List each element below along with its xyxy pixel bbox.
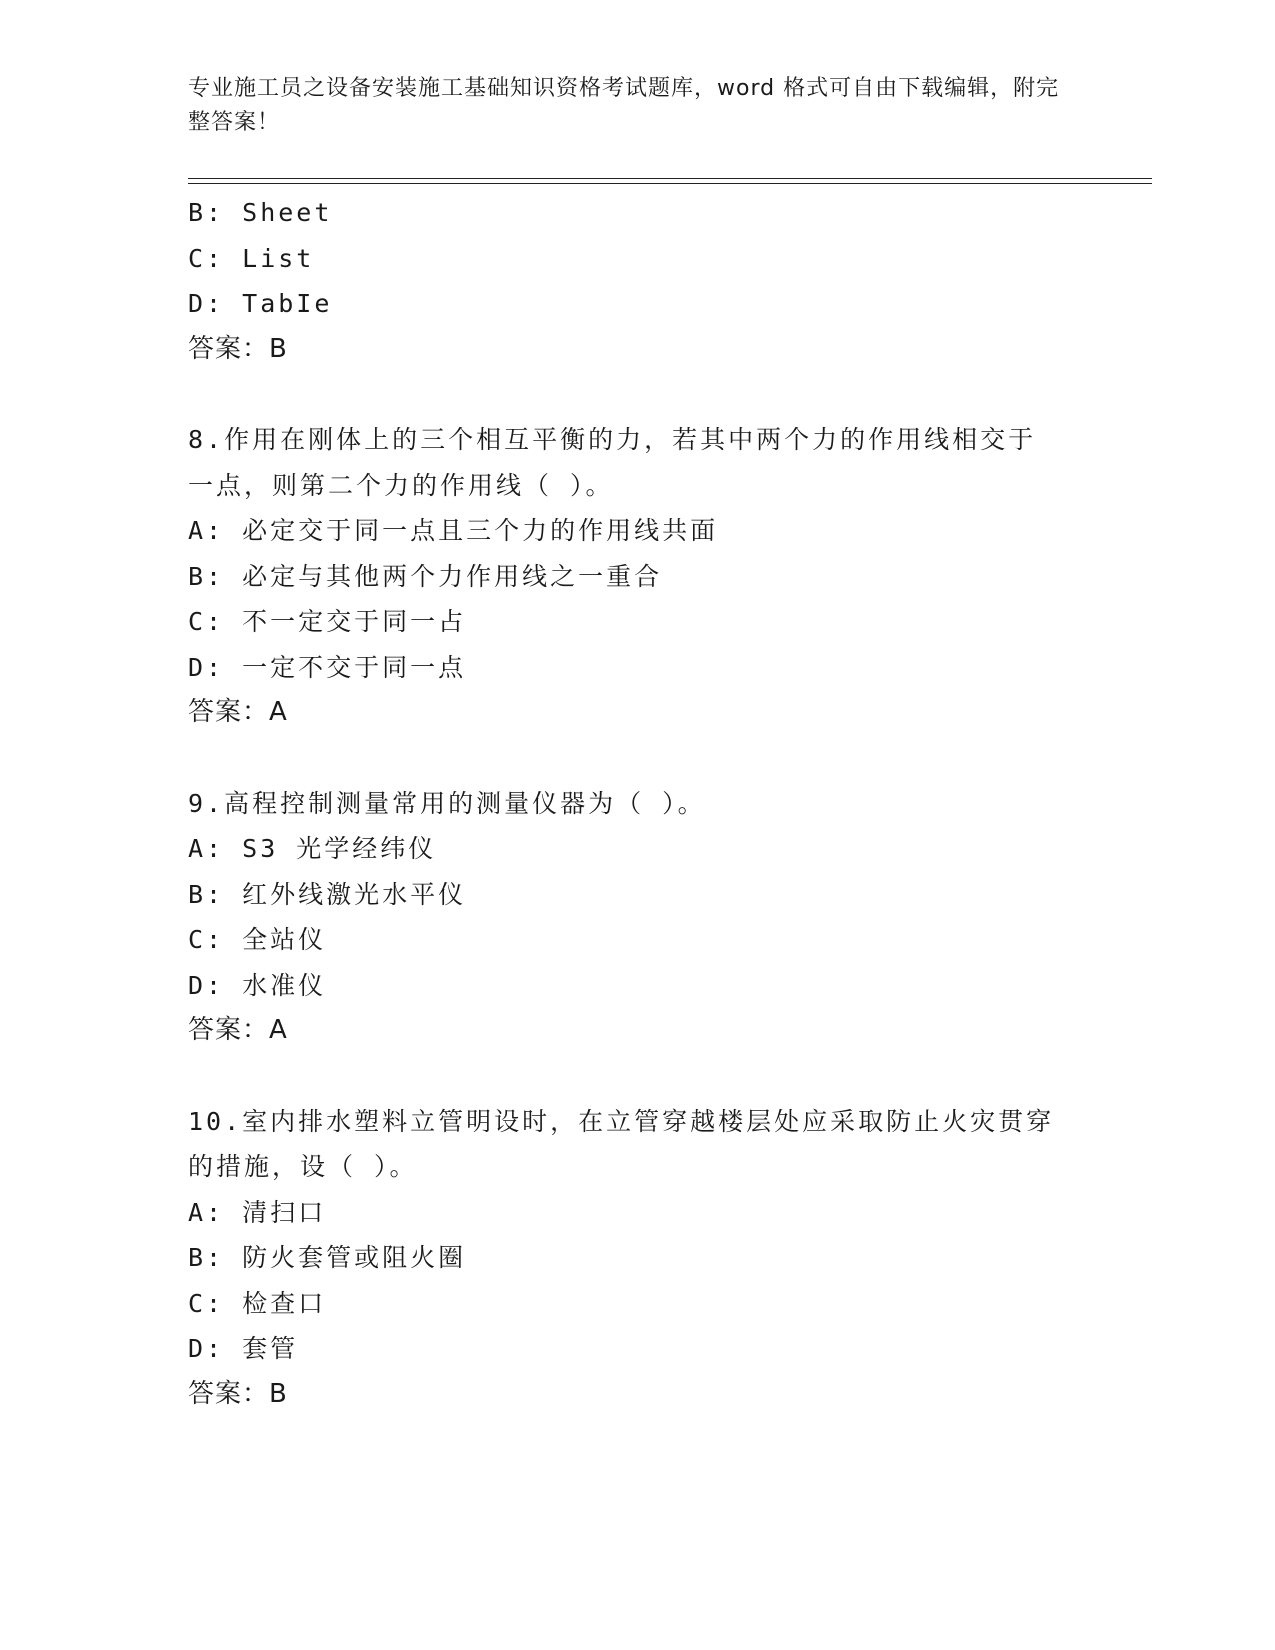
- option-a: A: 清扫口: [188, 1197, 327, 1227]
- option-b: B: 必定与其他两个力作用线之一重合: [188, 561, 663, 591]
- question-block-8: [188, 417, 1088, 736]
- option-d: D: 水准仪: [188, 970, 327, 1000]
- question-list: [188, 190, 1088, 1417]
- question-block-10: [188, 1099, 1088, 1418]
- answer-label: 答案：B: [188, 1378, 288, 1409]
- answer-label: 答案：A: [188, 697, 288, 727]
- option-a: A: 必定交于同一点且三个力的作用线共面: [188, 516, 719, 545]
- question-text: 9.高程控制测量常用的测量仪器为（ ）。: [188, 788, 706, 818]
- spacer: [188, 372, 1088, 417]
- page-header: 专业施工员之设备安装施工基础知识资格考试题库，word 格式可自由下载编辑，附完整答案！: [188, 76, 1060, 135]
- option-a: A: S3 光学经纬仪: [188, 834, 437, 863]
- question-block-7: [188, 190, 1088, 372]
- option-b: B: 红外线激光水平仪: [188, 879, 467, 909]
- option-c: C: 全站仪: [188, 925, 327, 954]
- question-block-9: [188, 781, 1088, 1054]
- answer-label: 答案：B: [188, 333, 288, 364]
- question-text-continued: 的措施，设（ ）。: [188, 1152, 418, 1181]
- question-text-continued: 一点，则第二个力的作用线（ ）。: [188, 470, 614, 500]
- spacer: [188, 736, 1088, 781]
- option-c: C: 检查口: [188, 1288, 327, 1318]
- question-text: 10.室内排水塑料立管明设时，在立管穿越楼层处应采取防止火灾贯穿: [188, 1106, 1055, 1136]
- option-d: D: 套管: [188, 1334, 299, 1363]
- header-divider-secondary: [188, 183, 1152, 184]
- header-divider: [188, 178, 1152, 179]
- option-b: B: 防火套管或阻火圈: [188, 1243, 467, 1272]
- answer-label: 答案：A: [188, 1015, 288, 1045]
- option-c: C: List: [188, 243, 315, 273]
- option-b: B: Sheet: [188, 198, 333, 227]
- option-d: D: 一定不交于同一点: [188, 652, 467, 682]
- option-c: C: 不一定交于同一占: [188, 607, 467, 636]
- spacer: [188, 1054, 1088, 1099]
- question-text: 8.作用在刚体上的三个相互平衡的力，若其中两个力的作用线相交于: [188, 425, 1037, 454]
- option-d: D: TabIe: [188, 289, 333, 318]
